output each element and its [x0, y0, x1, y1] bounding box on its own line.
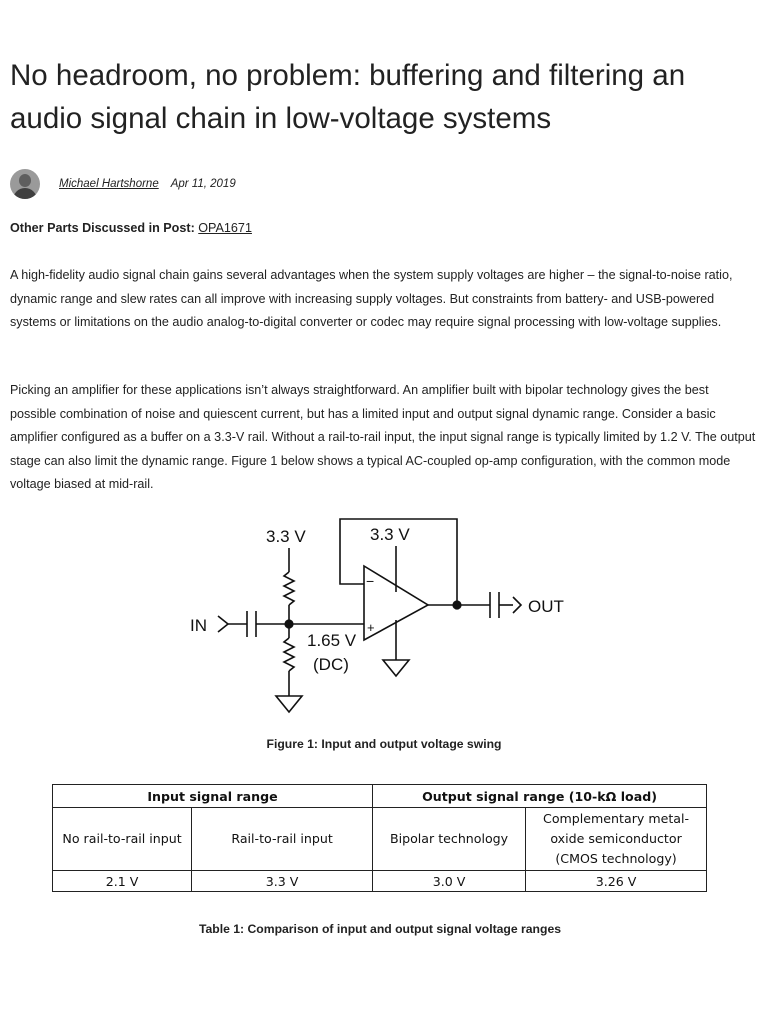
article-title: No headroom, no problem: buffering and filtering an audio signal chain in low-voltage systems: [10, 59, 686, 135]
ground-symbol-left: [276, 696, 302, 712]
resistor-bottom: [284, 638, 294, 671]
table-subheader-row: [53, 808, 707, 871]
value-rail-to-rail: 3.3 V: [192, 871, 373, 892]
input-arrow: [218, 616, 228, 632]
supply-label-right: 3.3 V: [370, 525, 410, 544]
value-cmos: 3.26 V: [526, 871, 707, 892]
supply-label-left: 3.3 V: [266, 527, 306, 546]
ground-symbol-right: [383, 660, 409, 676]
op-amp-noninverting-sign: +: [367, 620, 375, 635]
subheader-rail-to-rail: Rail-to-rail input: [192, 808, 373, 871]
bias-voltage-label: 1.65 V: [307, 631, 357, 650]
byline: [10, 168, 236, 200]
header-input-range: Input signal range: [53, 785, 373, 808]
parts-label: Other Parts Discussed in Post:: [10, 221, 195, 235]
voltage-range-table: [52, 784, 707, 892]
figure-caption: Figure 1: Input and output voltage swing: [266, 737, 502, 751]
output-label: OUT: [528, 597, 564, 616]
subheader-bipolar: Bipolar technology: [373, 808, 526, 871]
parts-discussed: [10, 221, 252, 235]
input-label: IN: [190, 616, 207, 635]
value-bipolar: 3.0 V: [373, 871, 526, 892]
subheader-cmos: Complementary metal-oxide semiconductor (CMOS technology): [526, 808, 707, 871]
table-caption: Table 1: Comparison of input and output signal voltage ranges: [198, 922, 562, 936]
author-link[interactable]: Michael Hartshorne: [59, 178, 159, 190]
table-header-row: [53, 785, 707, 808]
author-avatar[interactable]: [10, 169, 40, 199]
output-node-dot: [453, 601, 461, 609]
paragraph-2: Picking an amplifier for these applications isn’t always straightforward. An amplifier built with bipolar technology gives the best possible combination of noise and quiescent current, but has a limited input and output signal dynamic range. Consider a basic amplifier configured as a buffer on a 3.3-V rail. Without a rail-to-rail input, the input signal range is typically limited by 1.2 V. The output stage can also limit the dynamic range. Figure 1 below shows a typical AC-coupled op-amp configuration, with the common mode voltage biased at mid-rail.: [10, 383, 756, 491]
bias-note-label: (DC): [313, 655, 349, 674]
op-amp-inverting-sign: −: [366, 573, 375, 589]
value-no-rail-to-rail: 2.1 V: [53, 871, 192, 892]
output-arrow: [513, 597, 521, 613]
avatar-shoulders-shape: [13, 188, 37, 199]
circuit-diagram: [0, 510, 768, 720]
paragraph-1: A high-fidelity audio signal chain gains several advantages when the system supply voltages are higher – the signal-to-noise ratio, dynamic range and slew rates can all improve with increasing supply voltages. But constraints from battery- and USB-powered systems or limitations on the audio analog-to-digital converter or codec may require signal processing with low-voltage supplies.: [10, 268, 733, 329]
subheader-no-rail-to-rail: No rail-to-rail input: [53, 808, 192, 871]
table-row: [53, 871, 707, 892]
resistor-top: [284, 572, 294, 605]
post-date: Apr 11, 2019: [170, 178, 236, 190]
part-link-opa1671[interactable]: OPA1671: [198, 221, 252, 235]
avatar-head-shape: [19, 174, 31, 187]
header-output-range: Output signal range (10-kΩ load): [373, 785, 707, 808]
